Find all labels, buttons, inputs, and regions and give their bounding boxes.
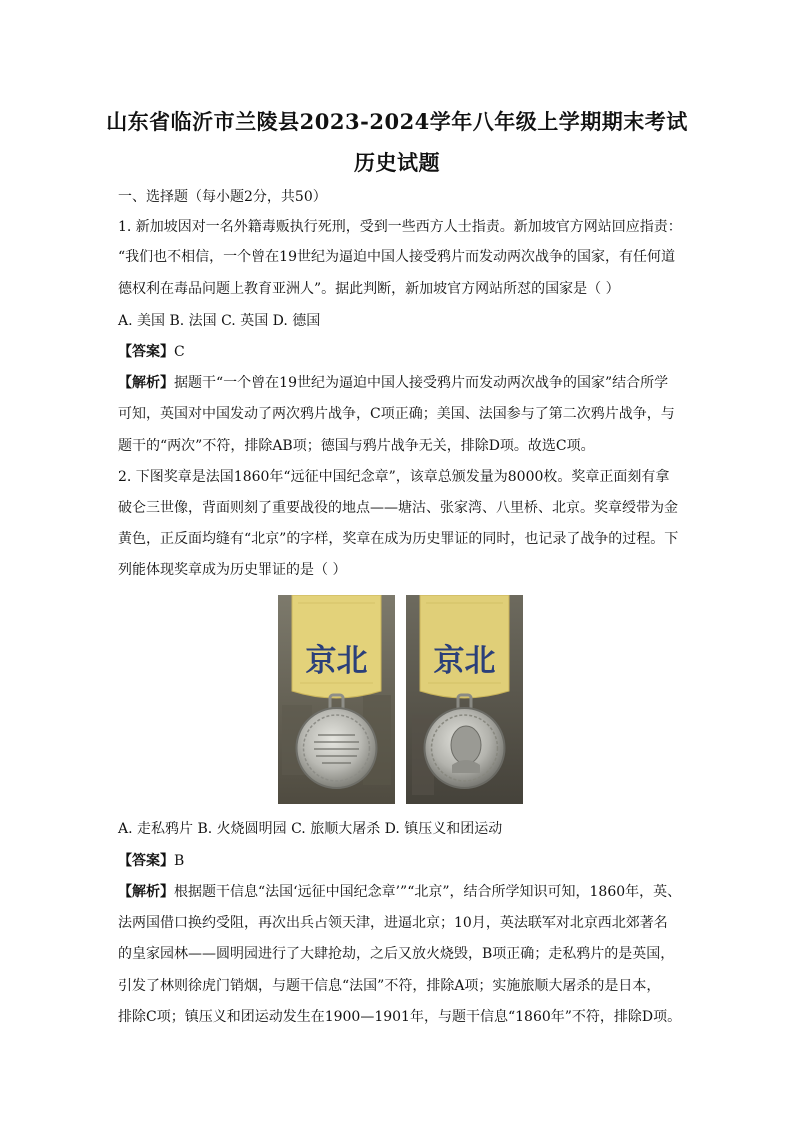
ribbon-label: 京北 [433, 643, 496, 679]
q1-stem-line: “我们也不相信，一个曾在19世纪为逼迫中国人接受鸦片而发动两次战争的国家，有任何道 [118, 249, 675, 265]
q1-stem-line: 1. 新加坡因对一名外籍毒贩执行死刑，受到一些西方人士指责。新加坡官方网站回应指责： [118, 219, 682, 235]
q1-answer [118, 343, 688, 361]
document-title: 山东省临沂市兰陵县2023-2024学年八年级上学期期末考试 [106, 109, 688, 134]
q2-analysis-line: 法两国借口换约受阻，再次出兵占领天津，进逼北京；10月，英法联军对北京西北郊著名 [118, 915, 668, 931]
answer-tag: 【答案】 [118, 853, 174, 869]
q2-analysis-line: 排除C项；镇压义和团运动发生在1900—1901年，与题干信息“1860年”不符，排除D项。 [118, 1009, 682, 1025]
q2-analysis-line: 引发了林则徐虎门销烟，与题干信息“法国”不符，排除A项；实施旅顺大屠杀的是日本， [118, 978, 661, 994]
analysis-text: 根据题干信息“法国‘远征中国纪念章’”“北京”，结合所学知识可知，1860年，英、 [174, 884, 682, 900]
medal-back-photo [406, 595, 523, 804]
q1-analysis-line [118, 374, 688, 392]
ribbon-label: 京北 [305, 643, 368, 679]
medal-front-photo [278, 595, 395, 804]
analysis-text: 据题干“一个曾在19世纪为逼迫中国人接受鸦片而发动两次战争的国家”结合所学 [174, 375, 669, 391]
q2-stem-line: 破仑三世像，背面则刻了重要战役的地点——塘沽、张家湾、八里桥、北京。奖章绶带为金 [118, 500, 678, 516]
q2-analysis-line [118, 883, 688, 901]
q2-answer [118, 852, 688, 870]
analysis-tag: 【解析】 [118, 884, 174, 900]
q1-options: A. 美国 B. 法国 C. 英国 D. 德国 [118, 313, 321, 329]
q1-analysis-line: 可知，英国对中国发动了两次鸦片战争，C项正确；美国、法国参与了第二次鸦片战争，与 [118, 406, 675, 422]
answer-value: B [174, 853, 185, 869]
answer-tag: 【答案】 [118, 344, 174, 360]
q2-analysis-line: 的皇家园林——圆明园进行了大肆抢劫，之后又放火烧毁，B项正确；走私鸦片的是英国， [118, 946, 675, 962]
q2-options: A. 走私鸦片 B. 火烧圆明园 C. 旅顺大屠杀 D. 镇压义和团运动 [118, 821, 503, 837]
document-subtitle: 历史试题 [354, 150, 440, 175]
q2-stem-line: 列能体现奖章成为历史罪证的是（ ） [118, 562, 347, 578]
q2-stem-line: 2. 下图奖章是法国1860年“远征中国纪念章”，该章总颁发量为8000枚。奖章正面刻有拿 [118, 469, 670, 485]
q1-stem-line: 德权利在毒品问题上教育亚洲人”。据此判断，新加坡官方网站所怼的国家是（ ） [118, 281, 620, 297]
medal-photo-figure [278, 595, 515, 804]
analysis-tag: 【解析】 [118, 375, 174, 391]
section-heading: 一、选择题（每小题2分，共50） [118, 189, 327, 205]
answer-value: C [174, 344, 185, 360]
q2-stem-line: 黄色，正反面均缝有“北京”的字样，奖章在成为历史罪证的同时，也记录了战争的过程。下 [118, 531, 679, 547]
q1-analysis-line: 题干的“两次”不符，排除AB项；德国与鸦片战争无关，排除D项。故选C项。 [118, 438, 595, 454]
